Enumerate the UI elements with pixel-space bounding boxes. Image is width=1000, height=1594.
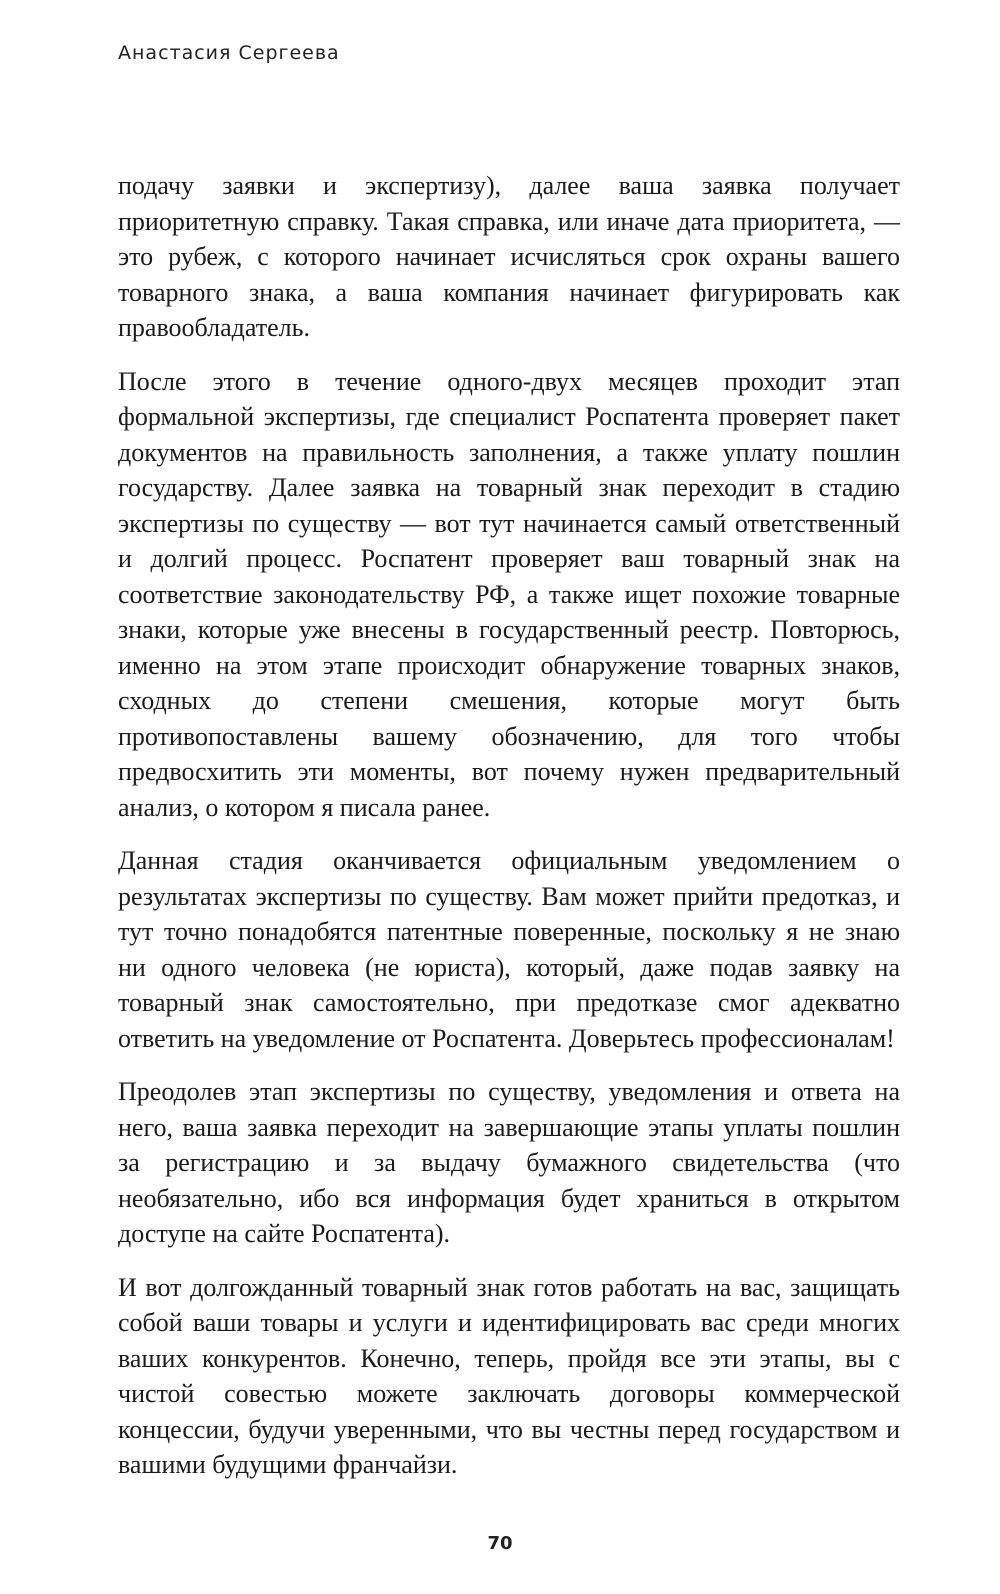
page-number: 70	[487, 1533, 513, 1554]
paragraph-3: Данная стадия оканчивается официальным уведомлением о результатах экспертизы по существу. Вам может прийти предотказ, и тут точно понадобятся патентные поверенные, поскольку я не знаю ни одного человека (не юриста), который, даже подав заявку на товарный знак самостоятельно, при предотказе смог адекватно ответить на уведомление от Роспатента. Доверьтесь профессионалам!	[118, 846, 900, 1053]
paragraph-2: После этого в течение одного-двух месяцев проходит этап формальной экспертизы, где специалист Роспатента проверяет пакет документов на правильность заполнения, а также уплату пошлин государству. Далее заявка на товарный знак переходит в стадию экспертизы по существу — вот тут начинается самый ответственный и долгий процесс. Роспатент проверяет ваш товарный знак на соответствие законодательству РФ, а также ищет похожие товарные знаки, которые уже внесены в государственный реестр. Повторюсь, именно на этом этапе происходит обнаружение товарных знаков, сходных до степени смешения, которые могут быть противопоставлены вашему обозначению, для того чтобы предвосхитить эти моменты, вот почему нужен предварительный анализ, о котором я писала ранее.	[118, 366, 900, 822]
paragraph-5: И вот долгожданный товарный знак готов работать на вас, защищать собой ваши товары и услуги и идентифицировать вас среди многих ваших конкурентов. Конечно, теперь, пройдя все эти этапы, вы с чистой совестью можете заключать договоры коммерческой концессии, будучи уверенными, что вы честны перед государством и вашими будущими франчайзи.	[118, 1272, 900, 1479]
paragraph-1: подачу заявки и экспертизу), далее ваша заявка получает приоритетную справку. Такая справка, или иначе дата приоритета, — это рубеж, с которого начинает исчисляться срок охраны вашего товарного знака, а ваша компания начинает фигурировать как правообладатель.	[118, 171, 900, 342]
page-body	[118, 168, 900, 1501]
running-header-author: Анастасия Сергеева	[118, 42, 340, 64]
paragraph-4: Преодолев этап экспертизы по существу, уведомления и ответа на него, ваша заявка переходит на завершающие этапы уплаты пошлин за регистрацию и за выдачу бумажного свидетельства (что необязательно, ибо вся информация будет храниться в открытом доступе на сайте Роспатента).	[118, 1077, 900, 1248]
